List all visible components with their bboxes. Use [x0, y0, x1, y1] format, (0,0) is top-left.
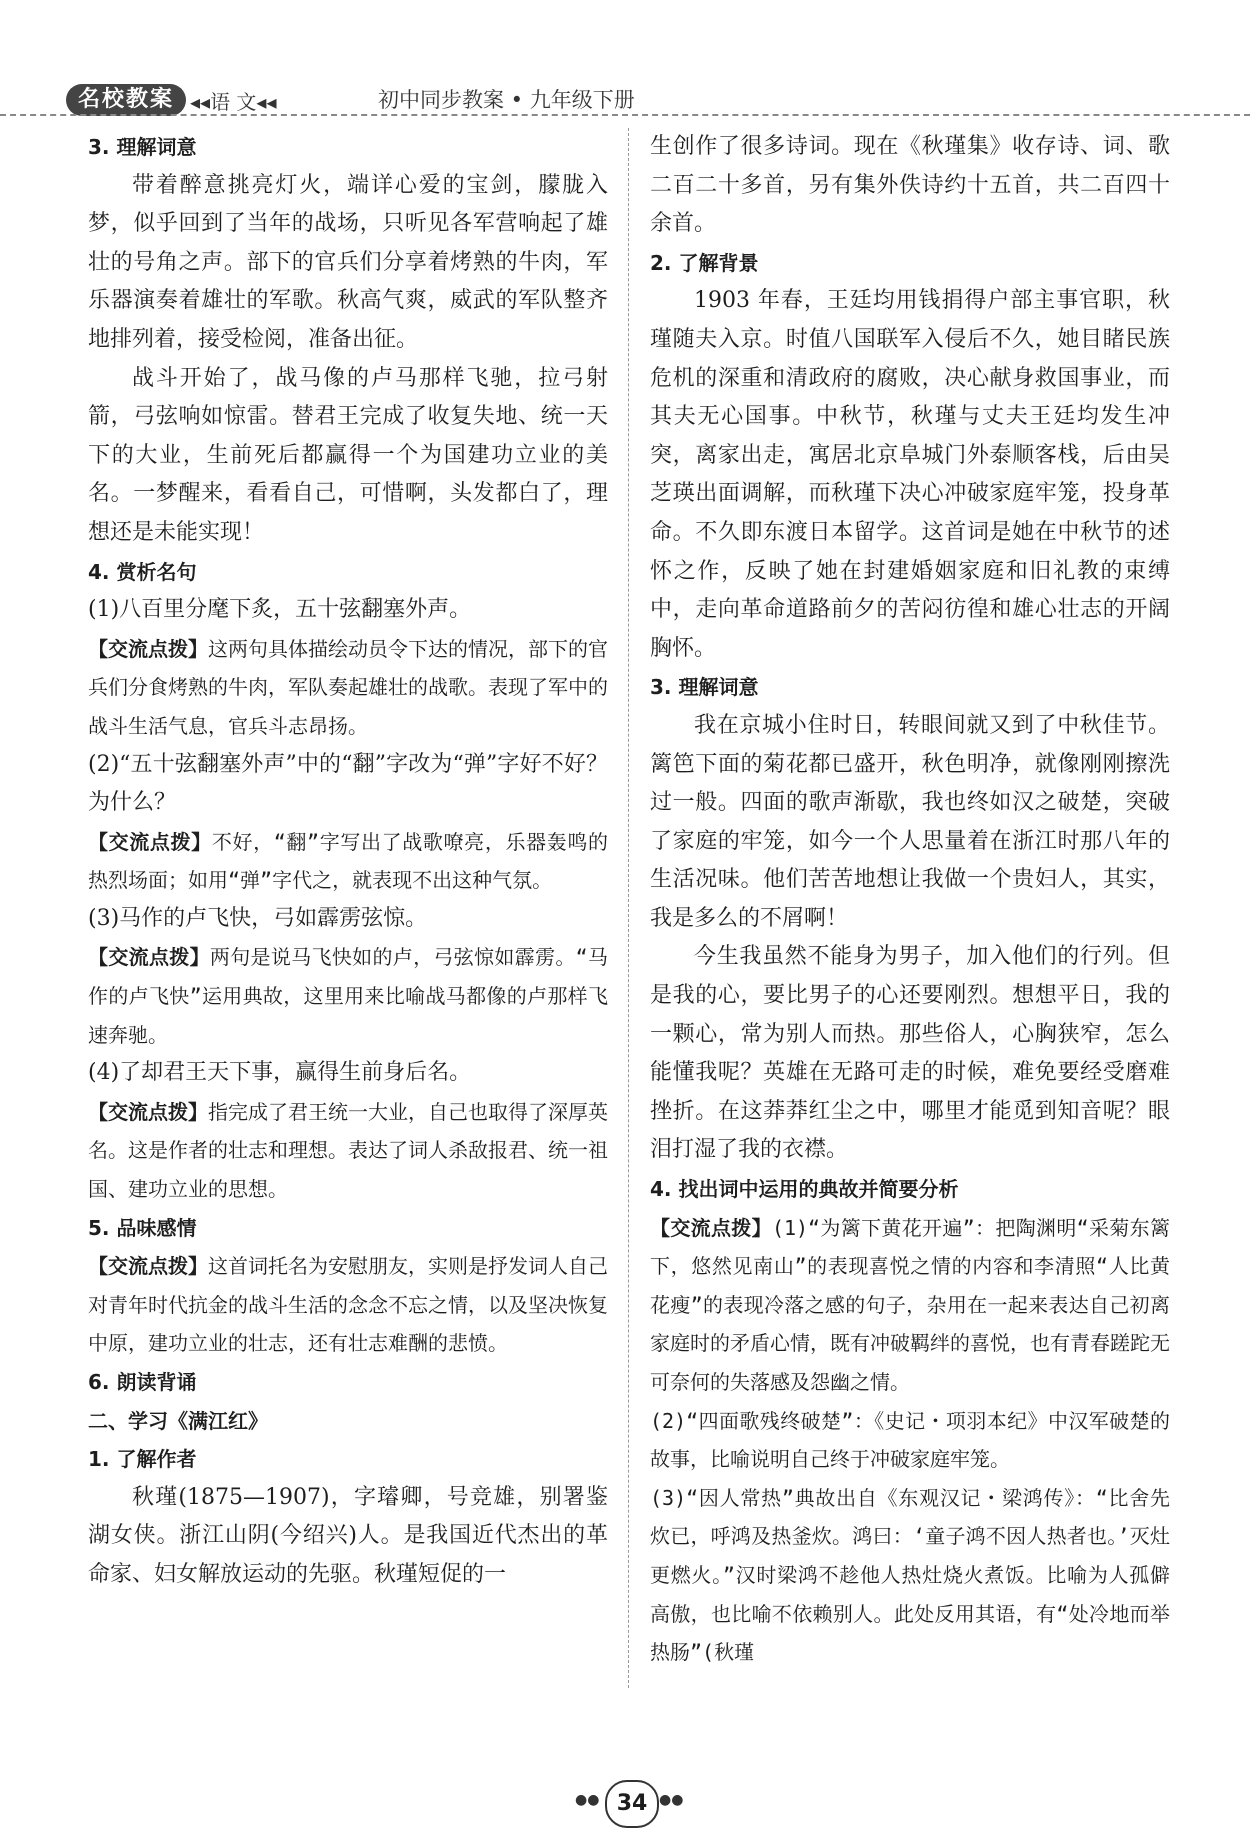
paragraph: 带着醉意挑亮灯火，端详心爱的宝剑，朦胧入梦，似乎回到了当年的战场，只听见各军营响起了雄壮的号角之声。部下的官兵们分享着烤熟的牛肉，军乐器演奏着雄壮的军歌。秋高气爽，威武的军队整齐地排列着，接受检阅，准备出征。 [88, 172, 608, 352]
exchange-tip [88, 630, 608, 746]
paragraph: 今生我虽然不能身为男子，加入他们的行列。但是我的心，要比男子的心还要刚烈。想想平日，我的一颗心，常为别人而热。那些俗人，心胸狭窄，怎么能懂我呢？英雄在无路可走的时候，难免要经受磨难挫折。在这莽莽红尘之中，哪里才能觅到知音呢？眼泪打湿了我的衣襟。 [650, 944, 1170, 1163]
section-heading: 6. 朗读背诵 [88, 1370, 197, 1394]
tip-text: (3)“因人常热”典故出自《东观汉记・梁鸿传》：“比舍先炊已，呼鸿及热釜炊。鸿曰：‘童子鸿不因人热者也。’灭灶更燃火。”汉时梁鸿不趁他人热灶烧火煮饭。比喻为人孤僻高傲，也比喻不依赖别人。此处反用其语，有“处冷地而举热肠”(秋瑾 [650, 1485, 1170, 1665]
left-dots-ornament: ●● [575, 1792, 600, 1808]
page-header [0, 0, 1250, 120]
tip-text: 指完成了君王统一大业，自己也取得了深厚英名。这是作者的壮志和理想。表达了词人杀敌报君、统一祖国、建功立业的思想。 [88, 1099, 608, 1202]
brand-logo: 名校教案 [66, 84, 186, 116]
tip-text: 不好，“翻”字写出了战歌嘹亮，乐器轰鸣的热烈场面；如用“弹”字代之，就表现不出这种气氛。 [88, 829, 608, 893]
tip-label: 【交流点拨】 [88, 829, 212, 854]
section-heading: 4. 找出词中运用的典故并简要分析 [650, 1177, 959, 1202]
tip-label: 【交流点拨】 [88, 945, 210, 970]
tip-text: (2)“四面歌残终破楚”：《史记・项羽本纪》中汉军破楚的故事，比喻说明自己终于冲破家庭牢笼。 [650, 1408, 1170, 1472]
tip-label: 【交流点拨】 [650, 1215, 772, 1240]
question-line: (2)“五十弦翻塞外声”中的“翻”字改为“弹”字好不好？为什么？ [88, 751, 608, 816]
section-heading: 5. 品味感情 [88, 1215, 197, 1240]
exchange-tip [88, 823, 608, 900]
tip-label: 【交流点拨】 [88, 636, 208, 661]
subject-label: ◂◂语 文◂◂ [190, 90, 277, 114]
paragraph: 战斗开始了，战马像的卢马那样飞驰，拉弓射箭，弓弦响如惊雷。替君王完成了收复失地、统一天下的大业，生前死后都赢得一个为国建功立业的美名。一梦醒来，看看自己，可惜啊，头发都白了，理想还是未能实现！ [88, 365, 608, 545]
series-title: 初中同步教案 • 九年级下册 [378, 88, 635, 112]
section-heading: 2. 了解背景 [650, 250, 759, 275]
paragraph: 我在京城小住时日，转眼间就又到了中秋佳节。篱笆下面的菊花都已盛开，秋色明净，就像刚刚擦洗过一般。四面的歌声渐歇，我也终如汉之破楚，突破了家庭的牢笼，如今一个人思量着在浙江时那八年的生活况味。他们苦苦地想让我做一个贵妇人，其实，我是多么的不屑啊！ [650, 712, 1170, 931]
exchange-tip [88, 1247, 608, 1363]
tip-text: 两句是说马飞快如的卢，弓弦惊如霹雳。“马作的卢飞快”运用典故，这里用来比喻战马都像的卢那样飞速奔驰。 [88, 945, 609, 1047]
section-heading: 3. 理解词意 [650, 675, 759, 700]
question-line: (4)了却君王天下事，赢得生前身后名。 [88, 1060, 472, 1086]
tip-label: 【交流点拨】 [88, 1099, 208, 1124]
page-number: 34 [605, 1780, 659, 1828]
page-footer [575, 1780, 685, 1824]
exchange-tip [650, 1479, 1170, 1672]
tip-text: 这首词托名为安慰朋友，实则是抒发词人自己对青年时代抗金的战斗生活的念念不忘之情，以及坚决恢复中原，建功立业的壮志，还有壮志难酬的悲愤。 [88, 1254, 608, 1356]
paragraph: 秋瑾(1875—1907)，字璿卿，号竞雄，别署鉴湖女侠。浙江山阴(今绍兴)人。是我国近代杰出的革命家、妇女解放运动的先驱。秋瑾短促的一 [88, 1484, 608, 1587]
question-line: (3)马作的卢飞快，弓如霹雳弦惊。 [88, 905, 428, 931]
right-dots-ornament: ●● [659, 1792, 684, 1808]
right-column [650, 128, 1170, 1672]
exchange-tip [650, 1209, 1170, 1402]
left-column [88, 128, 608, 1595]
tip-text: (1)“为篱下黄花开遍”：把陶渊明“采菊东篱下，悠然见南山”的表现喜悦之情的内容和李清照“人比黄花瘦”的表现冷落之感的句子，杂用在一起来表达自己初离家庭时的矛盾心情，既有冲破羁绊的喜悦，也有青春蹉跎无可奈何的失落感及怨幽之情。 [650, 1215, 1170, 1394]
exchange-tip [88, 1093, 608, 1209]
section-heading: 二、学习《满江红》 [88, 1408, 268, 1433]
tip-label: 【交流点拨】 [88, 1254, 208, 1279]
paragraph: 1903 年春，王廷均用钱捐得户部主事官职，秋瑾随夫入京。时值八国联军入侵后不久，她目睹民族危机的深重和清政府的腐败，决心献身救国事业，而其夫无心国事。中秋节，秋瑾与丈夫王廷均发生冲突，离家出走，寓居北京阜城门外泰顺客栈，后由吴芝瑛出面调解，而秋瑾下决心冲破家庭牢笼，投身革命。不久即东渡日本留学。这首词是她在中秋节的述怀之作，反映了她在封建婚姻家庭和旧礼教的束缚中，走向革命道路前夕的苦闷彷徨和雄心壮志的开阔胸怀。 [650, 288, 1170, 661]
exchange-tip [650, 1402, 1170, 1479]
section-heading: 4. 赏析名句 [88, 559, 197, 584]
section-heading: 3. 理解词意 [88, 135, 197, 159]
question-line: 生创作了很多诗词。现在《秋瑾集》收存诗、词、歌二百二十多首，另有集外佚诗约十五首，共二百四十余首。 [650, 134, 1170, 237]
exchange-tip [88, 938, 608, 1054]
tip-text: 这两句具体描绘动员令下达的情况，部下的官兵们分食烤熟的牛肉，军队奏起雄壮的战歌。表现了军中的战斗生活气息，官兵斗志昂扬。 [88, 636, 608, 738]
column-divider [628, 128, 629, 1688]
header-divider [0, 114, 1250, 116]
question-line: (1)八百里分麾下炙，五十弦翻塞外声。 [88, 597, 472, 623]
section-heading: 1. 了解作者 [88, 1447, 197, 1472]
